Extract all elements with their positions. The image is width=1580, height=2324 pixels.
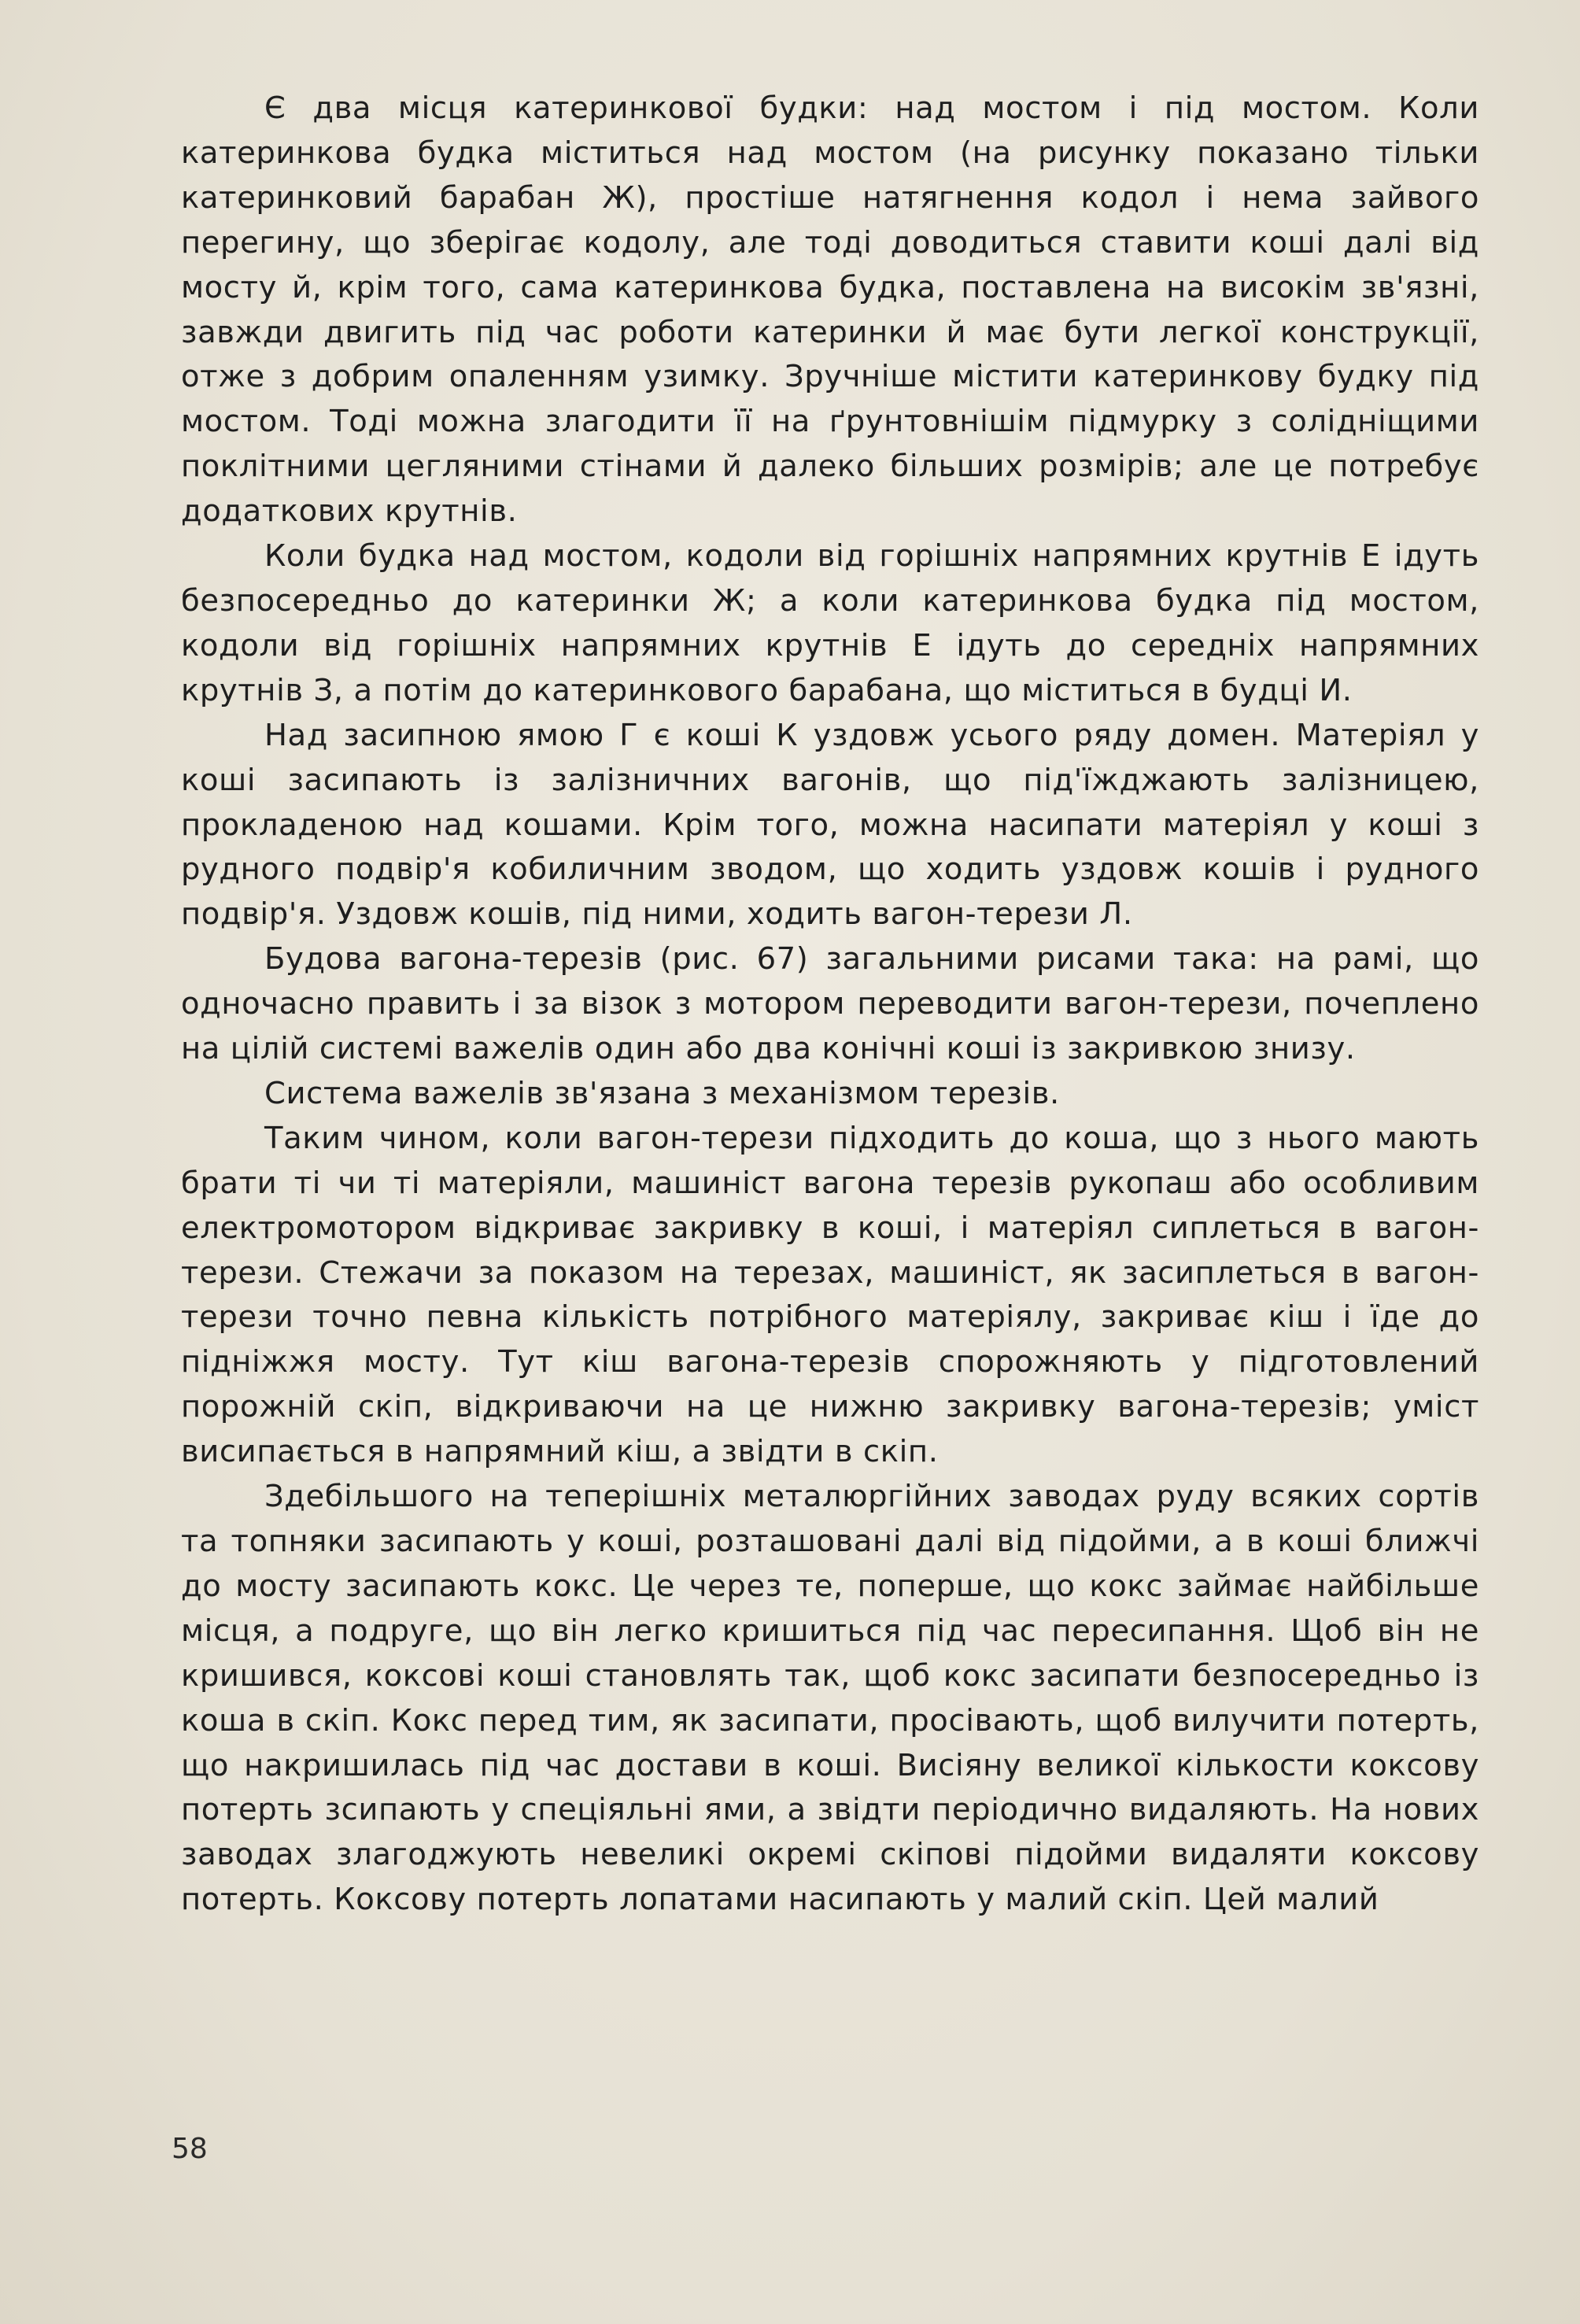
paragraph-6: Таким чином, коли вагон-терези підходить до коша, що з нього мають брати ті чи ті матеріяли, машиніст вагона терезів рукопаш або особливим електромотором відкриває закривку в коші, і матеріял сиплеться в вагон-терези. Стежачи за показом на терезах, машиніст, як засиплеться в вагон-терези точно певна кількість потрібного матеріялу, закриває кіш і їде до підніжжя мосту. Тут кіш вагона-терезів спорожняють у підготовлений порожній скіп, відкриваючи на це нижню закривку вагона-терезів; уміст висипається в напрямний кіш, а звідти в скіп. [181,1120,1479,1470]
page-number: 58 [172,2133,208,2165]
paragraph-4: Будова вагона-терезів (рис. 67) загальними рисами така: на рамі, що одночасно править і за візок з мотором переводити вагон-терези, почеплено на цілій системі важелів один або два конічні коші із закривкою знизу. [181,941,1479,1067]
paragraph-1: Є два місця катеринкової будки: над мостом і під мостом. Коли катеринкова будка міститься над мостом (на рисунку показано тільки катеринковий барабан Ж), простіше натягнення кодол і нема зайвого перегину, що зберігає кодолу, але тоді доводиться ставити коші далі від мосту й, крім того, сама катеринкова будка, поставлена на високім зв'язні, завжди двигить під час роботи катеринки й має бути легкої конструкції, отже з добрим опаленням узимку. Зручніше містити катеринкову будку під мостом. Тоді можна злагодити її на ґрунтовнішім підмурку з солідніщими поклітними цегляними стінами й далеко більших розмірів; але це потребує додаткових крутнів. [181,91,1479,530]
body-text [181,87,1479,1923]
paragraph-3: Над засипною ямою Г є коші К уздовж усього ряду домен. Матеріял у коші засипають із залізничних вагонів, що під'їжджають залізницею, прокладеною над кошами. Крім того, можна насипати матеріял у коші з рудного подвір'я кобиличним зводом, що ходить уздовж кошів і рудного подвір'я. Уздовж кошів, під ними, ходить вагон-терези Л. [181,717,1479,933]
paragraph-2: Коли будка над мостом, кодоли від горішніх напрямних крутнів Е ідуть безпосередньо до катеринки Ж; а коли катеринкова будка під мостом, кодоли від горішніх напрямних крутнів Е ідуть до середніх напрямних крутнів З, а потім до катеринкового барабана, що міститься в будці И. [181,538,1479,708]
paragraph-7: Здебільшого на теперішніх металюргійних заводах руду всяких сортів та топняки засипають у коші, розташовані далі від підойми, а в коші ближчі до мосту засипають кокс. Це через те, поперше, що кокс займає найбільше місця, а подруге, що він легко кришиться під час пересипання. Щоб він не кришився, коксові коші становлять так, щоб кокс засипати безпосередньо із коша в скіп. Кокс перед тим, як засипати, просівають, щоб вилучити потерть, що накришилась під час достави в коші. Висіяну великої кількости коксову потерть зсипають у спеціяльні ями, а звідти періодично видаляють. На нових заводах злагоджують невеликі окремі скіпові підойми видаляти коксову потерть. Коксову потерть лопатами насипають у малий скіп. Цей малий [181,1479,1479,1918]
paragraph-5: Система важелів зв'язана з механізмом терезів. [264,1075,1060,1111]
